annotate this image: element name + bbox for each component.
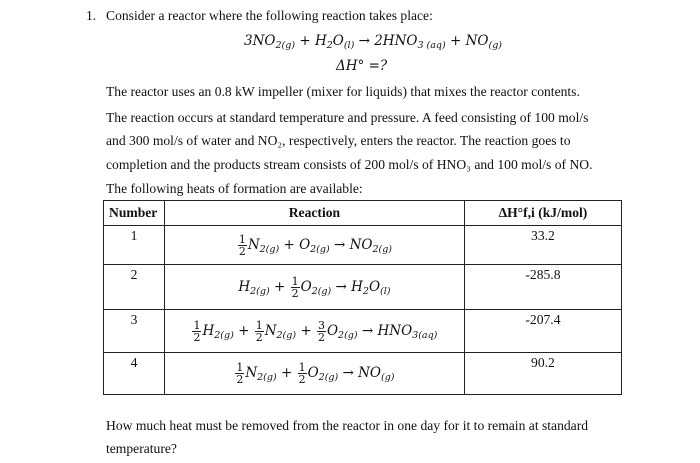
heats-of-formation-table (103, 200, 622, 395)
table-header-row (104, 201, 622, 226)
main-reaction-equation: $3NO_{2(g)} + H_2O_{(l)} \to 2HNO_{3 (aq)} + NO_{(g)}$ (244, 33, 502, 51)
row-reaction: $\frac{1}{2}$ $N_{2(g)}$ + $\frac{1}{2}$ $O_{2(g)} \to NO_{(g)}$ (164, 353, 464, 395)
row-dh: 90.2 (464, 353, 621, 395)
table-row (104, 226, 622, 265)
row-dh: -207.4 (464, 310, 621, 353)
question-intro: Consider a reactor where the following reaction takes place: (106, 8, 433, 23)
paragraph-line: completion and the products stream consists of 200 mol/s of HNO₃ and 100 mol/s of NO. (106, 157, 593, 172)
paragraph-line: The reaction occurs at standard temperature and pressure. A feed consisting of 100 mol/s (106, 110, 589, 125)
row-number: 3 (104, 310, 165, 353)
row-number: 2 (104, 265, 165, 310)
table-row (104, 353, 622, 395)
paragraph-line: The reactor uses an 0.8 kW impeller (mixer for liquids) that mixes the reactor contents. (106, 84, 580, 99)
table-row (104, 265, 622, 310)
row-number: 4 (104, 353, 165, 395)
question-line: How much heat must be removed from the reactor in one day for it to remain at standard (106, 418, 589, 433)
header-dh: ΔH°f,i (kJ/mol) (464, 201, 621, 226)
row-dh: -285.8 (464, 265, 621, 310)
paragraph-line: The following heats of formation are available: (106, 181, 363, 196)
question-number: 1. (86, 8, 97, 23)
paragraph-line: and 300 mol/s of water and NO₂, respectively, enters the reactor. The reaction goes to (106, 133, 571, 148)
delta-h-unknown: ΔH° =? (336, 58, 388, 74)
row-reaction: $\frac{1}{2}$ $H_{2(g)}$ + $\frac{1}{2}$ $N_{2(g)}$ + $\frac{3}{2}$ $O_{2(g)} \to HNO_{3(aq)}$ (164, 310, 464, 353)
table-row (104, 310, 622, 353)
row-number: 1 (104, 226, 165, 265)
header-reaction: Reaction (164, 201, 464, 226)
row-reaction: $\frac{1}{2}$ $N_{2(g)} + O_{2(g)} \to NO_{2(g)}$ (164, 226, 464, 265)
row-dh: 33.2 (464, 226, 621, 265)
row-reaction: $H_{2(g)}$ + $\frac{1}{2}$ $O_{2(g)} \to H_2O_{(l)}$ (164, 265, 464, 310)
header-number: Number (104, 201, 165, 226)
question-line: temperature? (106, 441, 177, 456)
